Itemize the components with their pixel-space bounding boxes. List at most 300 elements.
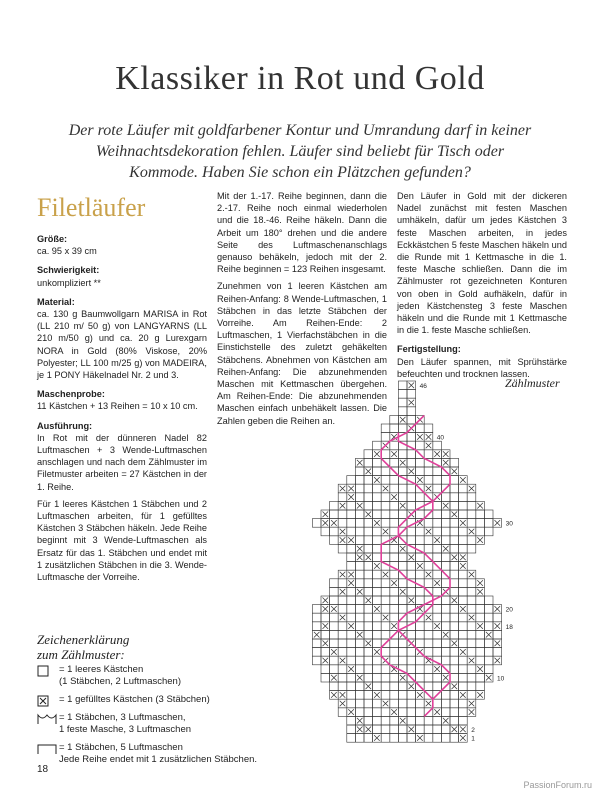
chart-cell: [450, 622, 459, 631]
chart-filled-mark: [391, 451, 397, 457]
chart-cell: [330, 596, 339, 605]
chart-cell: [433, 716, 442, 725]
chart-filled-mark: [357, 503, 363, 509]
chart-cell: [355, 527, 364, 536]
chart-cell: [381, 467, 390, 476]
column-2-paragraph-1: Mit der 1.-17. Reihe beginnen, dann die 2.-17. Reihe noch einmal wiederholen und die 18.-46. Reihe häkeln. Dann die Arbeit um 180° drehen und die andere Seite des Luftmaschenanschlags genauso behäkeln, jedoch mit der 2. Reihe beginnen = 123 Reihen insgesamt.: [217, 191, 387, 275]
chart-cell: [381, 553, 390, 562]
chart-cell: [381, 622, 390, 631]
chart-cell: [381, 682, 390, 691]
chart-cell: [373, 544, 382, 553]
chart-filled-mark: [452, 641, 458, 647]
chart-cell: [467, 665, 476, 674]
chart-cell: [476, 605, 485, 614]
chart-cell: [407, 630, 416, 639]
filled-square-icon: [37, 695, 53, 707]
chart-cell: [441, 579, 450, 588]
chart-filled-mark: [383, 529, 389, 535]
chart-filled-mark: [331, 692, 337, 698]
chart-cell: [433, 441, 442, 450]
chart-cell: [459, 536, 468, 545]
chart-cell: [467, 501, 476, 510]
chart-cell: [433, 682, 442, 691]
chart-cell: [373, 493, 382, 502]
chart-cell: [373, 665, 382, 674]
chart-cell: [450, 656, 459, 665]
chart-filled-mark: [477, 589, 483, 595]
empty-square-icon: [37, 665, 53, 677]
chart-cell: [398, 699, 407, 708]
chart-cell: [450, 716, 459, 725]
chart-cell: [484, 519, 493, 528]
chart-cell: [467, 510, 476, 519]
chart-cell: [347, 716, 356, 725]
chart-cell: [407, 699, 416, 708]
chart-cell: [398, 708, 407, 717]
chart-cell: [347, 682, 356, 691]
chart-cell: [424, 716, 433, 725]
chart-filled-mark: [340, 486, 346, 492]
chart-cell: [338, 605, 347, 614]
chart-filled-mark: [357, 632, 363, 638]
chart-cell: [355, 699, 364, 708]
chart-filled-mark: [314, 632, 320, 638]
chart-filled-mark: [340, 529, 346, 535]
chart-cell: [416, 570, 425, 579]
chart-cell: [450, 605, 459, 614]
chart-cell: [373, 716, 382, 725]
page-number: 18: [37, 764, 49, 775]
finishing-label: Fertigstellung:: [397, 344, 461, 355]
chart-cell: [450, 536, 459, 545]
legend-title-line-2: zum Zählmuster:: [37, 647, 125, 662]
chart-cell: [441, 527, 450, 536]
chart-cell: [364, 544, 373, 553]
chart-cell: [459, 544, 468, 553]
row-number: 18: [505, 623, 513, 631]
chart-cell: [450, 630, 459, 639]
chart-cell: [433, 725, 442, 734]
chart-filled-mark: [391, 494, 397, 500]
chart-cell: [347, 596, 356, 605]
chart-filled-mark: [409, 727, 415, 733]
chart-cell: [390, 484, 399, 493]
chart-cell: [390, 501, 399, 510]
execution-label: Ausführung:: [37, 420, 93, 431]
chart-cell: [373, 553, 382, 562]
chart-cell: [416, 622, 425, 631]
chart-cell: [364, 458, 373, 467]
chart-cell: [373, 536, 382, 545]
chart-cell: [459, 613, 468, 622]
chart-cell: [467, 682, 476, 691]
chart-cell: [416, 639, 425, 648]
chart-cell: [390, 458, 399, 467]
chart-cell: [398, 639, 407, 648]
chart-filled-mark: [366, 684, 372, 690]
size-label: Größe:: [37, 234, 68, 244]
chart-cell: [312, 605, 321, 614]
chart-filled-mark: [417, 735, 423, 741]
chart-cell: [450, 519, 459, 528]
chart-filled-mark: [348, 494, 354, 500]
chart-cell: [467, 544, 476, 553]
chart-cell: [416, 665, 425, 674]
chart-cell: [424, 519, 433, 528]
chart-cell: [424, 630, 433, 639]
chart-cell: [467, 605, 476, 614]
chart-cell: [459, 639, 468, 648]
chart-cell: [476, 656, 485, 665]
row-number: 10: [497, 675, 505, 683]
chart-cell: [390, 587, 399, 596]
chart-cell: [424, 424, 433, 433]
chart-cell: [484, 613, 493, 622]
chart-filled-mark: [477, 580, 483, 586]
chart-cell: [381, 673, 390, 682]
chart-cell: [424, 734, 433, 743]
chart-filled-mark: [357, 555, 363, 561]
chart-cell: [416, 699, 425, 708]
chart-filled-mark: [340, 615, 346, 621]
chart-filled-mark: [443, 451, 449, 457]
chart-filled-mark: [460, 563, 466, 569]
chart-cell: [381, 716, 390, 725]
chart-filled-mark: [357, 589, 363, 595]
chart-cell: [484, 639, 493, 648]
chart-cell: [416, 467, 425, 476]
chart-filled-mark: [340, 692, 346, 698]
chart-filled-mark: [357, 718, 363, 724]
chart-filled-mark: [409, 383, 415, 389]
intro-text: Der rote Läufer mit goldfarbener Kontur und Umrandung darf in keiner Weihnachtsdekoration fehlen. Läufer sind beliebt für Tisch oder Kommode. Haben Sie schon ein Plätzchen gefunden?: [68, 122, 532, 181]
chart-cell: [433, 476, 442, 485]
chart-filled-mark: [486, 675, 492, 681]
chart-cell: [364, 699, 373, 708]
chart-cell: [321, 613, 330, 622]
chart-cell: [355, 665, 364, 674]
chart-filled-mark: [391, 623, 397, 629]
chart-cell: [398, 484, 407, 493]
chart-cell: [416, 510, 425, 519]
chart-cell: [416, 424, 425, 433]
chart-cell: [441, 639, 450, 648]
row-number: 46: [419, 383, 427, 390]
chart-filled-mark: [400, 546, 406, 552]
chart-cell: [347, 476, 356, 485]
chart-cell: [433, 501, 442, 510]
chart-filled-mark: [391, 580, 397, 586]
chart-cell: [373, 596, 382, 605]
chart-cell: [381, 725, 390, 734]
chart-cell: [476, 519, 485, 528]
chart-cell: [373, 622, 382, 631]
execution-paragraph-2: Für 1 leeres Kästchen 1 Stäbchen und 2 Luftmaschen arbeiten, für 1 gefülltes Kästchen 3 Stäbchen häkeln. Jede Reihe beginnt mit 3 Wende-Luftmaschen als Ersatz für das 1. Stäbchen und endet mit 1 zusätzlichen Stäbchen in die 3. Wende-Luftmasche der Vorreihe.: [37, 498, 207, 583]
chart-cell: [338, 682, 347, 691]
chart-filled-mark: [426, 434, 432, 440]
chart-cell: [416, 716, 425, 725]
chart-cell: [450, 484, 459, 493]
chart-filled-mark: [486, 632, 492, 638]
chart-filled-mark: [434, 580, 440, 586]
chart-cell: [390, 544, 399, 553]
chart-cell: [407, 562, 416, 571]
chart-filled-mark: [366, 555, 372, 561]
chart-filled-mark: [469, 572, 475, 578]
chart-cell: [450, 458, 459, 467]
column-3-paragraph-1: Den Läufer in Gold mit der dickeren Nadel zunächst mit festen Maschen umhäkeln, dafür um jedes Kästchen 3 feste Maschen arbeiten, in jedes Eckkästchen 5 feste Maschen häkeln und die Runde mit 1 Kettmasche in die 1. feste Masche schließen. Dann die im Zählmuster rot gezeichneten Konturen von oben in Gold aufhäkeln, dafür in jeden Kästchensteg 3 feste Maschen häkeln und die Runde mit 1 Kettmasche in die 1. feste Masche schließen.: [397, 191, 567, 336]
chart-filled-mark: [400, 460, 406, 466]
chart-filled-mark: [340, 589, 346, 595]
chart-cell: [398, 579, 407, 588]
chart-cell: [330, 665, 339, 674]
chart-cell: [390, 441, 399, 450]
chart-cell: [476, 510, 485, 519]
chart-cell: [467, 536, 476, 545]
chart-cell: [433, 553, 442, 562]
chart-filled-mark: [460, 606, 466, 612]
chart-cell: [407, 484, 416, 493]
difficulty-label: Schwierigkeit:: [37, 265, 100, 276]
chart-cell: [416, 708, 425, 717]
chart-cell: [373, 656, 382, 665]
chart-cell: [364, 536, 373, 545]
legend-item: [37, 694, 267, 706]
chart-filled-mark: [374, 692, 380, 698]
chart-cell: [381, 476, 390, 485]
chart-cell: [355, 656, 364, 665]
chart-cell: [364, 622, 373, 631]
chart-filled-mark: [443, 503, 449, 509]
chart-filled-mark: [469, 486, 475, 492]
chart-cell: [459, 570, 468, 579]
chart-cell: [390, 476, 399, 485]
chart-filled-mark: [426, 443, 432, 449]
legend-item: [37, 742, 267, 766]
chart-filled-mark: [366, 469, 372, 475]
chart-cell: [338, 639, 347, 648]
chart-filled-mark: [469, 658, 475, 664]
chart-cell: [398, 656, 407, 665]
chart-cell: [312, 519, 321, 528]
chart-cell: [355, 708, 364, 717]
legend-line: = 1 Stäbchen, 3 Luftmaschen,: [59, 712, 186, 723]
chart-cell: [330, 656, 339, 665]
chart-cell: [398, 682, 407, 691]
chart-cell: [467, 673, 476, 682]
chart-cell: [416, 536, 425, 545]
chart-cell: [381, 691, 390, 700]
chart-cell: [441, 734, 450, 743]
chart-cell: [450, 501, 459, 510]
chart-cell: [459, 501, 468, 510]
chart-cell: [355, 510, 364, 519]
legend-line: = 1 gefülltes Kästchen (3 Stäbchen): [59, 694, 210, 705]
chart-filled-mark: [340, 537, 346, 543]
chart-cell: [330, 579, 339, 588]
chart-cell: [364, 734, 373, 743]
chart-cell: [355, 519, 364, 528]
chart-cell: [381, 519, 390, 528]
chart-filled-mark: [366, 641, 372, 647]
chart-filled-mark: [477, 666, 483, 672]
chart-cell: [407, 656, 416, 665]
chart-cell: [433, 734, 442, 743]
chart-filled-mark: [452, 469, 458, 475]
chart-cell: [407, 536, 416, 545]
chart-cell: [407, 458, 416, 467]
chart-cell: [364, 570, 373, 579]
chart-filled-mark: [348, 537, 354, 543]
chart-cell: [330, 682, 339, 691]
chart-cell: [330, 622, 339, 631]
chart-cell: [364, 613, 373, 622]
chart-cell: [467, 579, 476, 588]
arch-icon: [37, 713, 57, 725]
chart-filled-mark: [477, 623, 483, 629]
chart-cell: [355, 476, 364, 485]
chart-cell: [338, 519, 347, 528]
chart-filled-mark: [323, 658, 329, 664]
chart-cell: [312, 639, 321, 648]
chart-cell: [407, 450, 416, 459]
chart-cell: [364, 476, 373, 485]
chart-cell: [416, 656, 425, 665]
chart-cell: [355, 613, 364, 622]
chart-filled-mark: [460, 692, 466, 698]
chart-cell: [476, 596, 485, 605]
chart-filled-mark: [460, 649, 466, 655]
chart-cell: [347, 630, 356, 639]
chart-cell: [355, 493, 364, 502]
chart-filled-mark: [357, 546, 363, 552]
chart-filled-mark: [443, 675, 449, 681]
chart-cell: [441, 648, 450, 657]
chart-cell: [450, 673, 459, 682]
chart-cell: [424, 544, 433, 553]
chart-cell: [450, 665, 459, 674]
chart-filled-mark: [340, 503, 346, 509]
chart-cell: [373, 579, 382, 588]
difficulty-value: unkompliziert **: [37, 277, 101, 288]
legend-title: [37, 632, 129, 662]
chart-cell: [364, 605, 373, 614]
chart-cell: [381, 493, 390, 502]
chart-cell: [459, 716, 468, 725]
chart-cell: [407, 734, 416, 743]
chart-cell: [312, 648, 321, 657]
chart-cell: [390, 424, 399, 433]
chart-cell: [441, 519, 450, 528]
legend-line: Jede Reihe endet mit 1 zusätzlichen Stäbchen.: [59, 754, 258, 765]
legend-line: (1 Stäbchen, 2 Luftmaschen): [59, 676, 181, 687]
chart-cell: [330, 501, 339, 510]
chart-filled-mark: [340, 658, 346, 664]
chart-filled-mark: [495, 520, 501, 526]
chart-cell: [330, 510, 339, 519]
chart-cell: [424, 536, 433, 545]
chart-cell: [373, 484, 382, 493]
chart-cell: [398, 605, 407, 614]
chart-cell: [321, 673, 330, 682]
chart-cell: [364, 708, 373, 717]
chart-cell: [467, 648, 476, 657]
page-title: Klassiker in Rot und Gold: [115, 60, 485, 97]
chart-cell: [407, 691, 416, 700]
chart-cell: [450, 544, 459, 553]
chart-cell: [484, 665, 493, 674]
chart-cell: [433, 544, 442, 553]
chart-cell: [450, 527, 459, 536]
chart-cell: [450, 613, 459, 622]
chart-cell: [484, 527, 493, 536]
chart-cell: [407, 415, 416, 424]
chart-cell: [373, 708, 382, 717]
chart-cell: [390, 415, 399, 424]
chart-cell: [347, 691, 356, 700]
chart-filled-mark: [374, 520, 380, 526]
chart-cell: [424, 639, 433, 648]
chart-filled-mark: [409, 400, 415, 406]
chart-cell: [441, 493, 450, 502]
chart-cell: [373, 501, 382, 510]
chart-cell: [450, 699, 459, 708]
chart-cell: [433, 519, 442, 528]
chart-cell: [338, 510, 347, 519]
chart-cell: [416, 596, 425, 605]
chart-cell: [433, 639, 442, 648]
chart-cell: [441, 510, 450, 519]
chart-cell: [381, 605, 390, 614]
chart-filled-mark: [374, 606, 380, 612]
chart-cell: [407, 570, 416, 579]
chart-cell: [459, 665, 468, 674]
chart-cell: [355, 639, 364, 648]
chart-cell: [407, 390, 416, 399]
chart-cell: [450, 691, 459, 700]
chart-cell: [459, 493, 468, 502]
chart-filled-mark: [340, 701, 346, 707]
chart-cell: [381, 501, 390, 510]
chart-cell: [390, 673, 399, 682]
chart-cell: [398, 510, 407, 519]
chart-cell: [355, 562, 364, 571]
chart-cell: [476, 673, 485, 682]
chart-cell: [390, 682, 399, 691]
chart-cell: [364, 673, 373, 682]
chart-cell: [407, 648, 416, 657]
chart-cell: [347, 656, 356, 665]
chart-cell: [398, 562, 407, 571]
chart-cell: [450, 493, 459, 502]
gauge-label: Maschenprobe:: [37, 389, 105, 400]
chart-cell: [398, 648, 407, 657]
chart-cell: [390, 553, 399, 562]
chart-cell: [338, 579, 347, 588]
chart-cell: [424, 579, 433, 588]
chart-cell: [467, 596, 476, 605]
chart-filled-mark: [374, 563, 380, 569]
chart-cell: [347, 510, 356, 519]
chart-cell: [493, 630, 502, 639]
chart-filled-mark: [383, 486, 389, 492]
chart-cell: [347, 725, 356, 734]
chart-cell: [321, 665, 330, 674]
chart-cell: [364, 484, 373, 493]
chart-cell: [373, 699, 382, 708]
chart-cell: [416, 673, 425, 682]
chart-filled-mark: [426, 486, 432, 492]
